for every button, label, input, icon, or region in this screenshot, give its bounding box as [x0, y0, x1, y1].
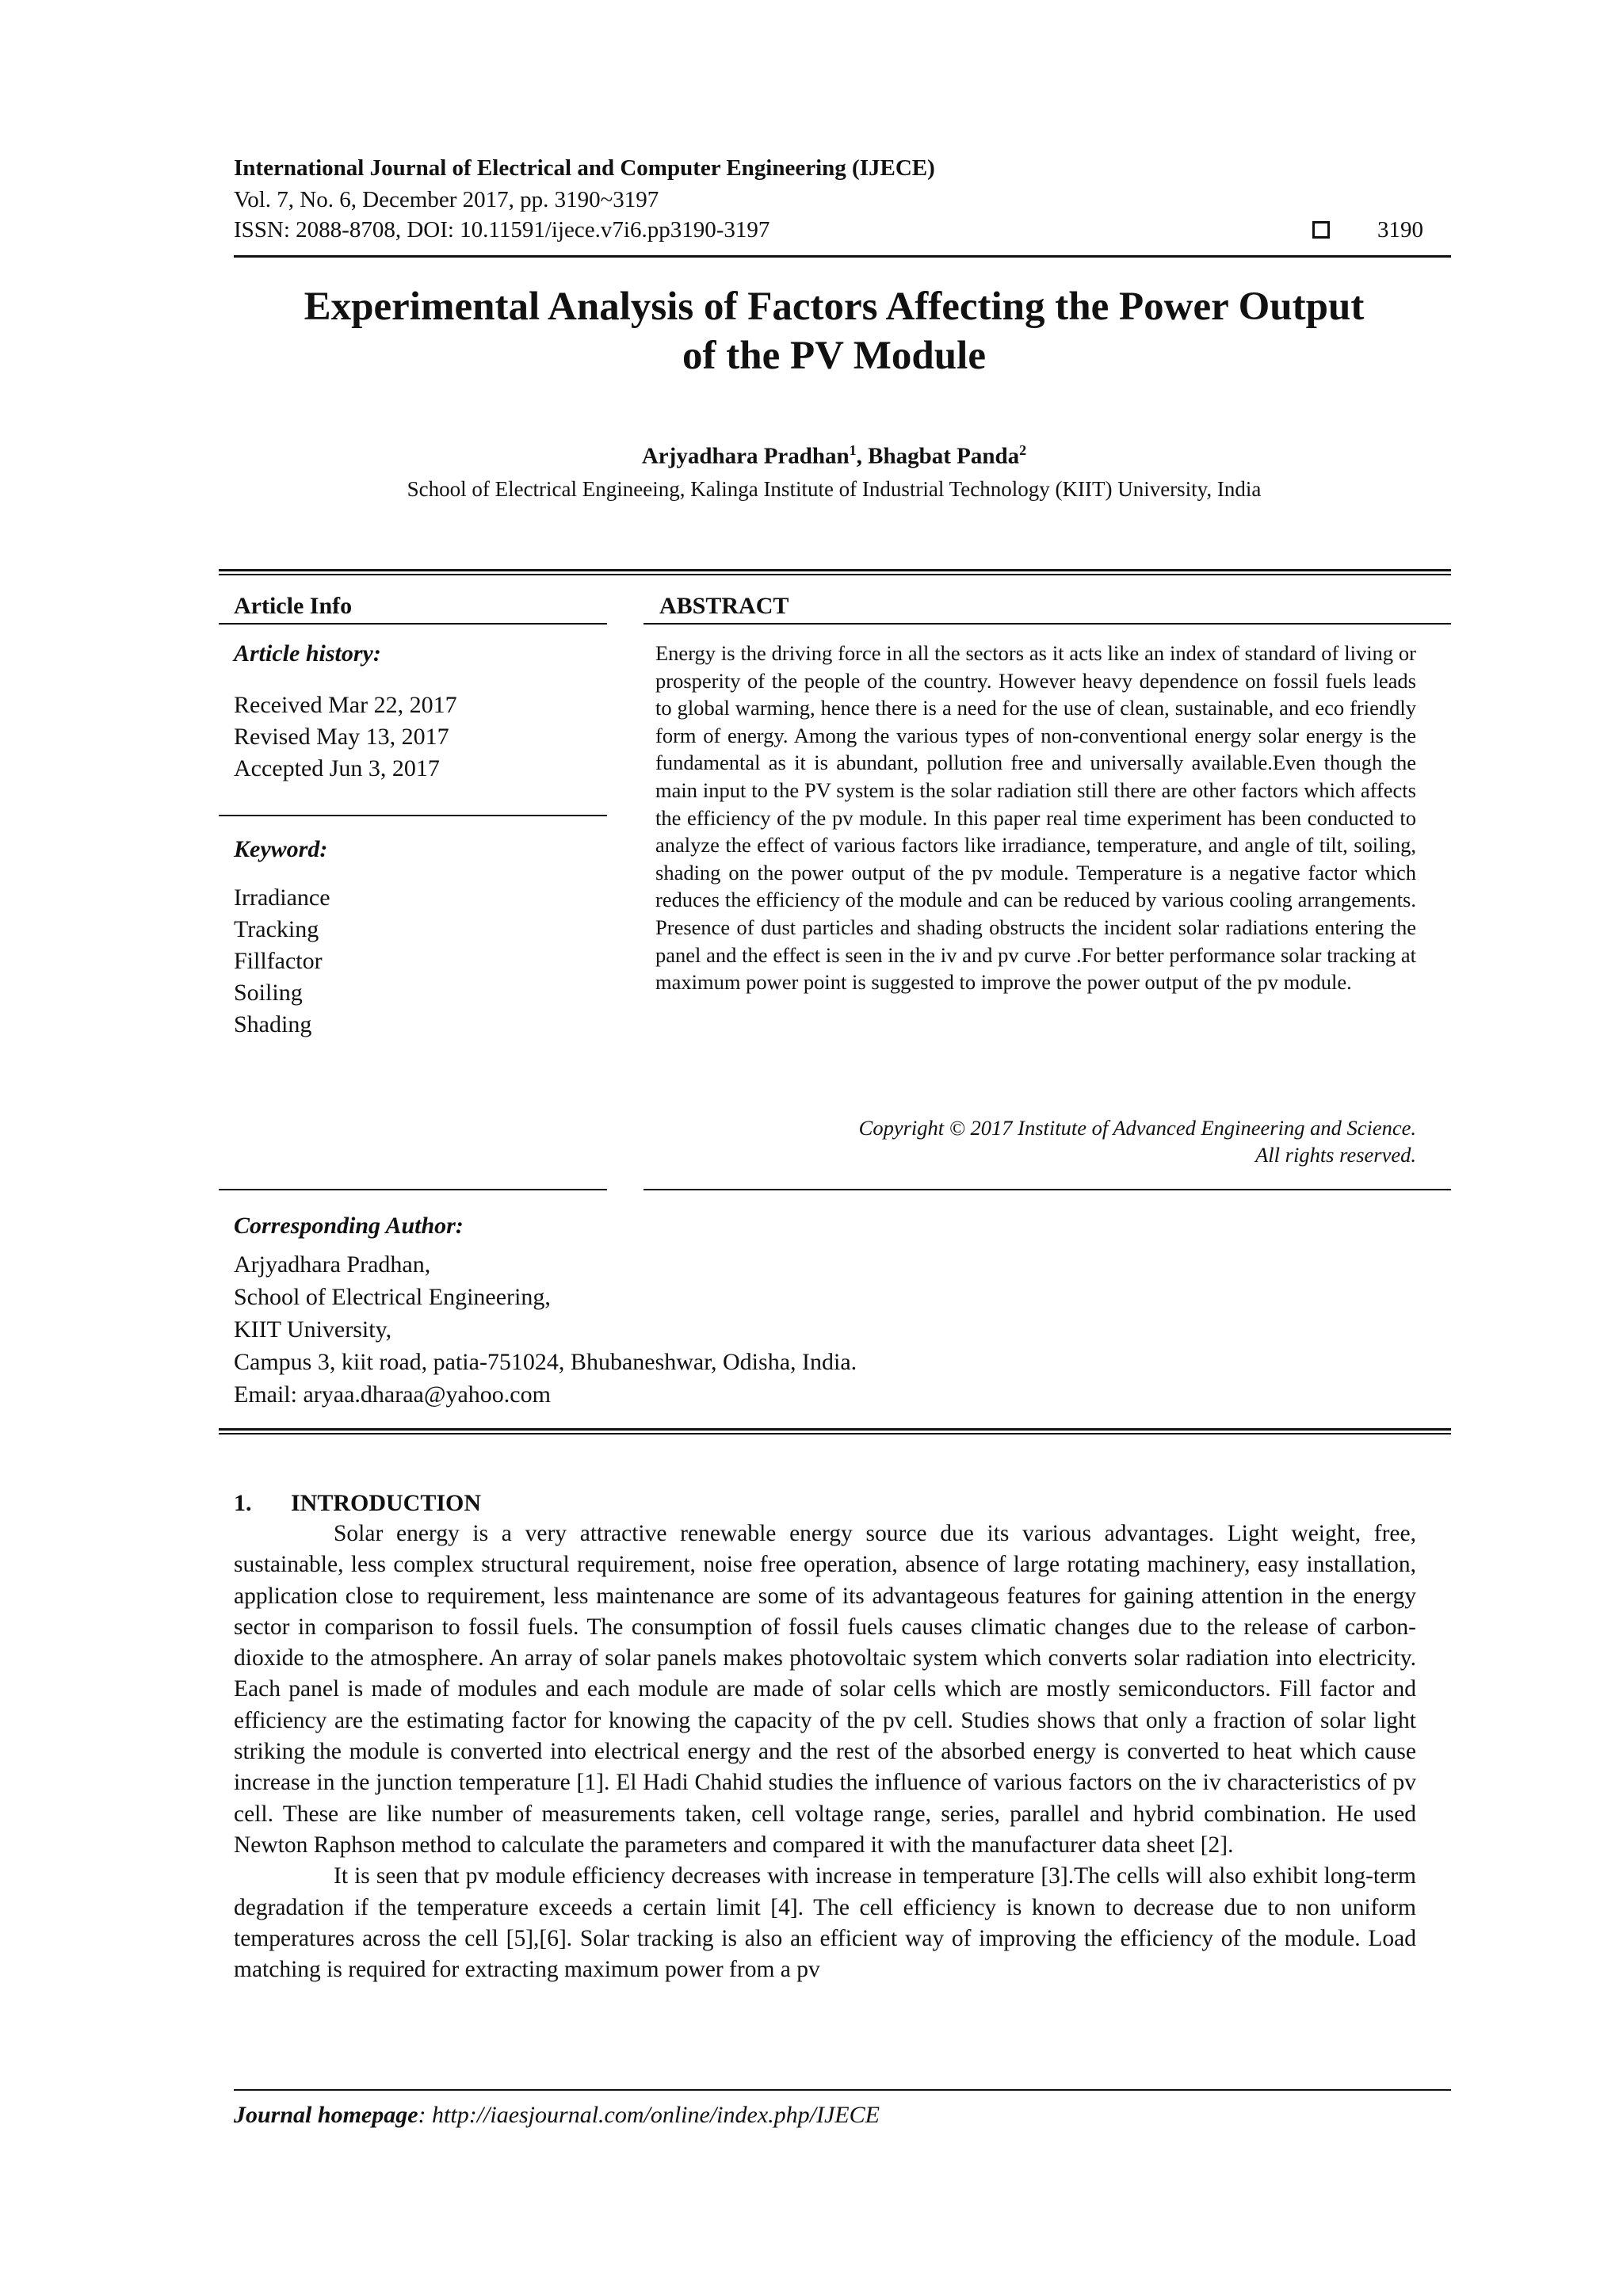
- corresponding-author-heading: Corresponding Author:: [234, 1213, 464, 1239]
- author-1: Arjyadhara Pradhan: [641, 443, 850, 469]
- keyword-heading: Keyword:: [234, 836, 328, 862]
- info-box-top-rule-2: [219, 574, 1451, 575]
- section-heading-introduction: [234, 1490, 481, 1517]
- author-2-affil-mark: 2: [1019, 442, 1027, 458]
- article-info-heading: Article Info: [234, 593, 353, 619]
- homepage-colon: :: [418, 2102, 433, 2128]
- accepted-date: Accepted Jun 3, 2017: [234, 755, 440, 781]
- journal-homepage: [234, 2102, 880, 2129]
- revised-date: Revised May 13, 2017: [234, 724, 449, 750]
- corresponding-author-block: [234, 1248, 857, 1411]
- affiliation: School of Electrical Engineeing, Kalinga Institute of Industrial Technology (KIIT) University, India: [407, 477, 1262, 501]
- article-history: [234, 690, 457, 785]
- copyright-line-2: All rights reserved.: [1255, 1143, 1416, 1167]
- paragraph: It is seen that pv module efficiency decreases with increase in temperature [3].The cells will also exhibit long-term degradation if the temperature exceeds a certain limit [4]. The cell efficiency is known to decrease due to non uniform temperatures across the cell [5],[6]. Solar tracking is also an efficient way of improving the efficiency of the module. Load matching is required for extracting maximum power from a pv: [234, 1863, 1416, 1983]
- keyword-item: Irradiance: [234, 884, 330, 911]
- footer-rule: [234, 2089, 1451, 2091]
- paper-title: [234, 282, 1434, 380]
- title-line-1: Experimental Analysis of Factors Affecting the Power Output: [304, 285, 1365, 329]
- keyword-item: Shading: [234, 1011, 312, 1037]
- paragraph: Solar energy is a very attractive renewable energy source due its various advantages. Light weight, free, sustainable, less complex structural requirement, noise free operation, absence of large rotating machinery, easy installation, application close to requirement, less maintenance are some of its advantageous features for gaining attention in the energy sector in comparison to fossil fuels. The consumption of fossil fuels causes climatic changes due to the release of carbon-dioxide to the atmosphere. An array of solar panels makes photovoltaic system which converts solar radiation into electricity. Each panel is made of modules and each module are made of solar cells which are mostly semiconductors. Fill factor and efficiency are the estimating factor for knowing the capacity of the pv cell. Studies shows that only a fraction of solar light striking the module is converted into electrical energy and the rest of the absorbed energy is converted to heat which cause increase in the junction temperature [1]. El Hadi Chahid studies the influence of various factors on the iv characteristics of pv cell. These are like number of measurements taken, cell voltage range, series, parallel and hybrid combination. He used Newton Raphson method to calculate the parameters and compared it with the manufacturer data sheet [2].: [234, 1521, 1416, 1858]
- keyword-item: Tracking: [234, 916, 319, 942]
- header-rule: [234, 255, 1451, 258]
- section-number: 1.: [234, 1490, 252, 1516]
- issn-doi: ISSN: 2088-8708, DOI: 10.11591/ijece.v7i6.pp3190-3197: [234, 217, 770, 243]
- abstract-body: [655, 640, 1416, 996]
- author-1-affil-mark: 1: [849, 442, 857, 458]
- info-box-bottom-rule-2: [219, 1433, 1451, 1435]
- abstract-text: Energy is the driving force in all the sectors as it acts like an index of standard of living or prosperity of the people of the country. However heavy dependence on fossil fuels leads to global warming, hence there is a need for the use of clean, sustainable, and eco friendly form of energy. Among the various types of non-conventional energy solar energy is the fundamental as it is abundant, pollution free and universally available.Even though the main input to the PV system is the solar radiation still there are other factors which affects the efficiency of the pv module. In this paper real time experiment has been conducted to analyze the effect of various factors like irradiance, temperature, and angle of tilt, soiling, shading on the power output of the pv module. Temperature is a negative factor which reduces the efficiency of the module and can be reduced by various cooling arrangements. Presence of dust particles and shading obstructs the incident solar radiations entering the panel and the effect is seen in the iv and pv curve .For better performance solar tracking at maximum power point is suggested to improve the power output of the pv module.: [655, 641, 1416, 995]
- author-name: Arjyadhara Pradhan,: [234, 1251, 431, 1278]
- author-address: Campus 3, kiit road, patia-751024, Bhubaneshwar, Odisha, India.: [234, 1349, 857, 1375]
- keyword-list: [234, 882, 330, 1041]
- introduction-body: [234, 1519, 1416, 1985]
- abstract-heading: ABSTRACT: [659, 593, 789, 619]
- homepage-label: Journal homepage: [234, 2102, 418, 2128]
- keyword-rule: [219, 815, 607, 816]
- keyword-item: Soiling: [234, 980, 303, 1006]
- title-line-2: of the PV Module: [682, 334, 986, 378]
- journal-name: International Journal of Electrical and Computer Engineering (IJECE): [234, 155, 935, 181]
- author-university: KIIT University,: [234, 1316, 392, 1343]
- info-box-top-rule: [219, 569, 1451, 571]
- section-title: INTRODUCTION: [291, 1490, 482, 1516]
- abstract-rule: [643, 623, 1451, 625]
- volume-info: Vol. 7, No. 6, December 2017, pp. 3190~3197: [234, 187, 659, 212]
- copyright-line-1: Copyright © 2017 Institute of Advanced Engineering and Science.: [858, 1116, 1416, 1140]
- author-2: Bhagbat Panda: [868, 443, 1020, 469]
- homepage-link[interactable]: http://iaesjournal.com/online/index.php/IJECE: [432, 2102, 880, 2128]
- article-info-bottom-rule: [219, 1189, 607, 1190]
- article-info-rule: [219, 623, 607, 625]
- keyword-item: Fillfactor: [234, 948, 323, 974]
- article-history-heading: Article history:: [234, 640, 381, 667]
- author-email: Email: aryaa.dharaa@yahoo.com: [234, 1381, 551, 1408]
- author-list: [234, 442, 1434, 470]
- page-number: 3190: [1377, 217, 1423, 243]
- copyright-notice: [655, 1114, 1416, 1168]
- abstract-bottom-rule: [643, 1189, 1451, 1190]
- received-date: Received Mar 22, 2017: [234, 692, 457, 718]
- author-separator: ,: [856, 443, 869, 469]
- info-box-bottom-rule: [219, 1428, 1451, 1431]
- author-school: School of Electrical Engineering,: [234, 1284, 551, 1310]
- checkbox-square-icon: [1312, 221, 1330, 239]
